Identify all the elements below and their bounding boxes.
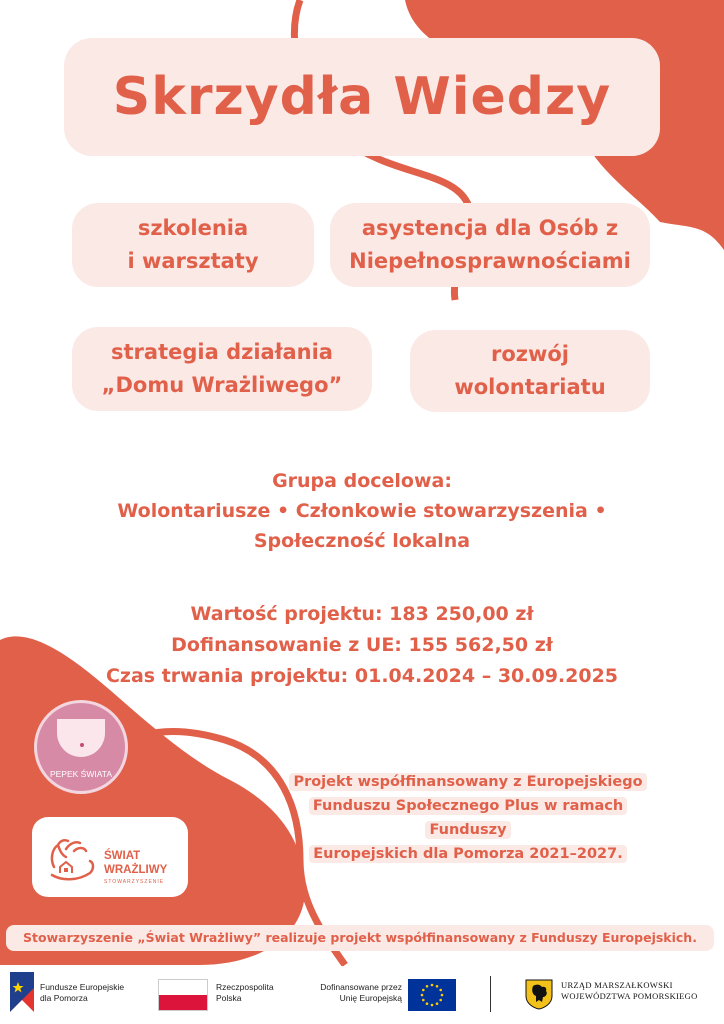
fe-line1: Fundusze Europejskie <box>40 982 125 992</box>
rp-line1: Rzeczpospolita <box>216 982 274 992</box>
rp-line2: Polska <box>216 993 242 1003</box>
urzad-line1: URZĄD MARSZAŁKOWSKI <box>561 980 673 990</box>
swiat-name <box>104 849 167 877</box>
poland-flag-icon <box>158 979 208 1011</box>
swiat-name-line2: WRAŻLIWY <box>104 864 168 876</box>
tag-assistance-line2: Niepełnosprawnościami <box>349 249 631 273</box>
rp-logo-text <box>216 982 274 1004</box>
eu-flag-icon <box>408 979 456 1011</box>
project-info <box>0 599 724 692</box>
project-value: Wartość projektu: 183 250,00 zł <box>190 603 534 625</box>
tag-strategy-line2: „Domu Wrażliwego” <box>101 373 343 397</box>
tag-training-line2: i warsztaty <box>127 249 259 273</box>
target-group-line1: Wolontariusze • Członkowie stowarzyszenia • <box>117 500 607 522</box>
urzad-logo-text <box>561 980 698 1002</box>
page-title: Skrzydła Wiedzy <box>112 67 612 127</box>
logo-divider <box>490 976 491 1012</box>
project-duration: Czas trwania projektu: 01.04.2024 – 30.09.2025 <box>105 665 619 687</box>
fe-star-icon <box>10 972 34 1012</box>
tag-training <box>72 203 314 287</box>
cofunding-line1: Projekt współfinansowany z Europejskiego <box>289 773 646 791</box>
tag-strategy <box>72 327 372 411</box>
ue-line1: Dofinansowane przez <box>320 982 402 992</box>
hands-house-icon <box>44 829 104 889</box>
tag-assistance-line1: asystencja dla Osób z <box>361 216 619 240</box>
tag-training-line1: szkolenia <box>137 216 249 240</box>
project-eu-funding: Dofinansowanie z UE: 155 562,50 zł <box>171 634 553 656</box>
fe-line2: dla Pomorza <box>40 993 88 1003</box>
pepek-face-icon <box>57 719 105 757</box>
target-group-line2: Społeczność lokalna <box>253 530 471 552</box>
tag-volunteering-line1: rozwój <box>490 342 570 366</box>
cofunding-line2: Funduszu Społecznego Plus w ramach Funduszy <box>309 797 627 839</box>
urzad-line2: WOJEWÓDZTWA POMORSKIEGO <box>561 991 698 1001</box>
pomorskie-griffin-icon <box>524 978 554 1010</box>
tag-volunteering <box>410 330 650 412</box>
swiat-wrazliwy-logo <box>32 817 188 897</box>
target-group-heading: Grupa docelowa: <box>272 470 452 492</box>
pepek-swiata-logo <box>34 700 128 794</box>
tag-strategy-line1: strategia działania <box>111 340 333 364</box>
footer-note: Stowarzyszenie „Świat Wrażliwy” realizuje projekt współfinansowany z Funduszy Europejskich. <box>6 925 714 951</box>
fe-logo-text <box>40 982 124 1004</box>
pepek-dot-icon <box>80 743 84 747</box>
ue-line2: Unię Europejską <box>339 993 402 1003</box>
ue-logo-text <box>304 982 402 1004</box>
cofunding-line3: Europejskich dla Pomorza 2021–2027. <box>309 845 626 863</box>
tag-assistance <box>330 203 650 287</box>
tag-volunteering-line2: wolontariatu <box>454 375 606 399</box>
cofunding-note <box>282 770 654 866</box>
swiat-name-line1: ŚWIAT <box>104 850 141 862</box>
pepek-label: PEPEK ŚWIATA <box>49 769 113 779</box>
target-group <box>0 466 724 556</box>
title-box <box>64 38 660 156</box>
funding-logos-bar <box>0 966 724 1024</box>
swiat-sub: STOWARZYSZENIE <box>104 879 165 885</box>
